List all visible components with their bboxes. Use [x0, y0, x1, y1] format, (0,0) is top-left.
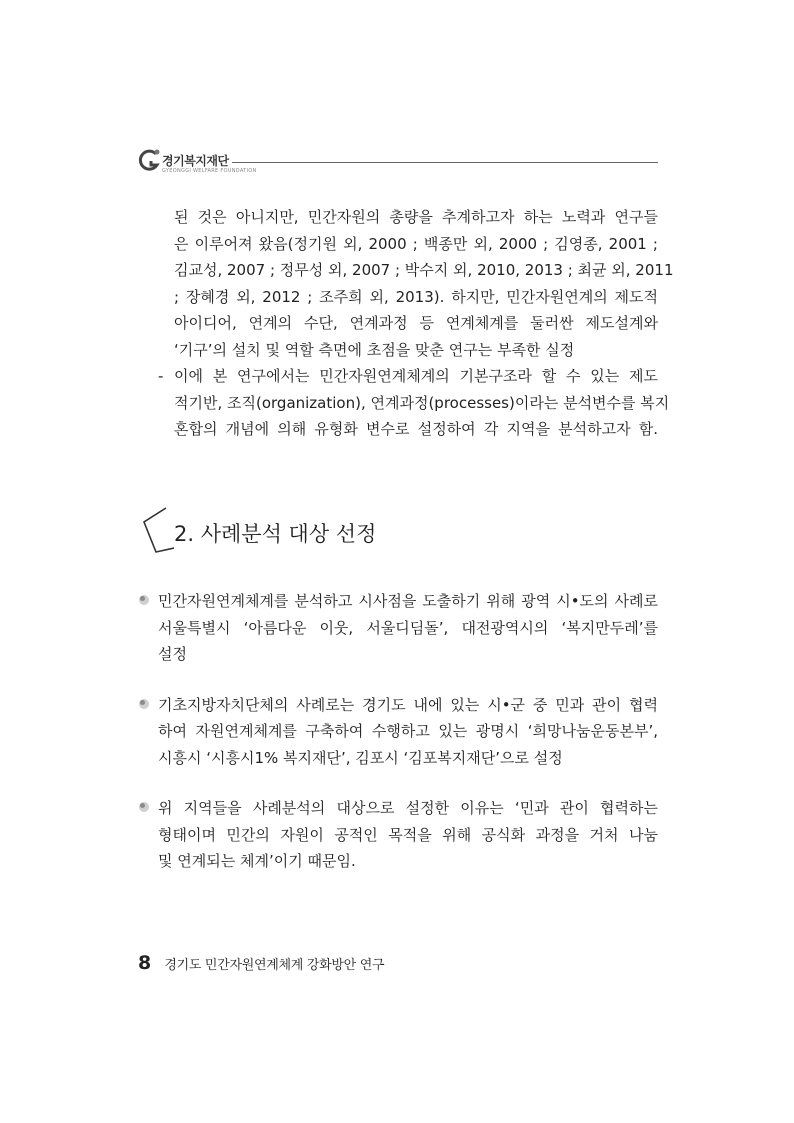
footer-title: 경기도 민간자원연계체계 강화방안 연구	[164, 958, 385, 973]
bullet-circle-icon	[138, 801, 150, 813]
text-line: 민간자원연계체계를 분석하고 시사점을 도출하기 위해 광역 시•도의 사례로	[158, 592, 658, 610]
dash-item-line	[152, 416, 658, 443]
page-footer	[138, 952, 384, 974]
text-line: 설정	[158, 645, 187, 663]
dash-item-line	[152, 363, 658, 390]
text-line: ‘기구’의 설치 및 역할 측면에 초점을 맞춘 연구는 부족한 실정	[174, 340, 575, 359]
page-header	[138, 148, 658, 178]
list-item	[138, 795, 658, 875]
bullet-list	[138, 588, 658, 899]
text-line: 김교성, 2007 ; 정무성 외, 2007 ; 박수지 외, 2010, 2013 ; 최균 외, 2011	[174, 261, 674, 279]
text-line: 하여 자원연계체계를 구축하여 수행하고 있는 광명시 ‘희망나눔운동본부’,	[158, 722, 658, 740]
bullet-circle-icon	[138, 698, 150, 710]
list-item	[138, 588, 658, 668]
text-line: 된 것은 아니지만, 민간자원의 총량을 추계하고자 하는 노력과 연구들	[174, 208, 658, 226]
text-line: 아이디어, 연계의 수단, 연계과정 등 연계체계를 둘러싼 제도설계와	[174, 314, 658, 332]
text-line: 형태이며 민간의 자원이 공적인 목적을 위해 공식화 과정을 거처 나눔	[158, 825, 658, 844]
page-number: 8	[138, 952, 152, 974]
list-item	[138, 692, 658, 772]
text-line: 적기반, 조직(organization), 연계과정(processes)이라는 분석변수를 복지	[174, 393, 670, 412]
text-line: 시흥시 ‘시흥시1% 복지재단’, 김포시 ‘김포복지재단’으로 설정	[158, 748, 563, 767]
foundation-logo-icon	[138, 148, 162, 174]
text-line: 및 연계되는 체계’이기 때문임.	[158, 852, 356, 870]
section-title: 2. 사례분석 대상 선정	[174, 522, 377, 546]
section-heading	[140, 506, 440, 560]
text-line: 서울특별시 ‘아름다운 이웃, 서울디딤돌’, 대전광역시의 ‘복지만두레’를	[158, 618, 658, 637]
text-line: 혼합의 개념에 의해 유형화 변수로 설정하여 각 지역을 분석하고자 함.	[174, 420, 658, 438]
header-divider	[232, 162, 658, 163]
dash-item-line	[152, 390, 670, 417]
text-line: 은 이루어져 왔음(정기원 외, 2000 ; 백종만 외, 2000 ; 김영종, 2001 ;	[174, 234, 658, 253]
text-line: 이에 본 연구에서는 민간자원연계체계의 기본구조라 할 수 있는 제도	[174, 367, 658, 385]
heading-bracket-icon	[140, 506, 174, 560]
text-line: 위 지역들을 사례분석의 대상으로 설정한 이유는 ‘민과 관이 협력하는	[158, 799, 658, 817]
logo-text: 경기복지재단	[162, 154, 229, 168]
text-line: 기초지방자치단체의 사례로는 경기도 내에 있는 시•군 중 민과 관이 협력	[158, 695, 658, 714]
bullet-circle-icon	[138, 594, 150, 606]
logo-subtext: GYEONGGI WELFARE FOUNDATION	[162, 168, 257, 174]
dash-marker: -	[158, 367, 164, 385]
intro-text	[152, 204, 674, 443]
text-line: ; 장혜경 외, 2012 ; 조주희 외, 2013). 하지만, 민간자원연계의 제도적	[174, 287, 658, 306]
